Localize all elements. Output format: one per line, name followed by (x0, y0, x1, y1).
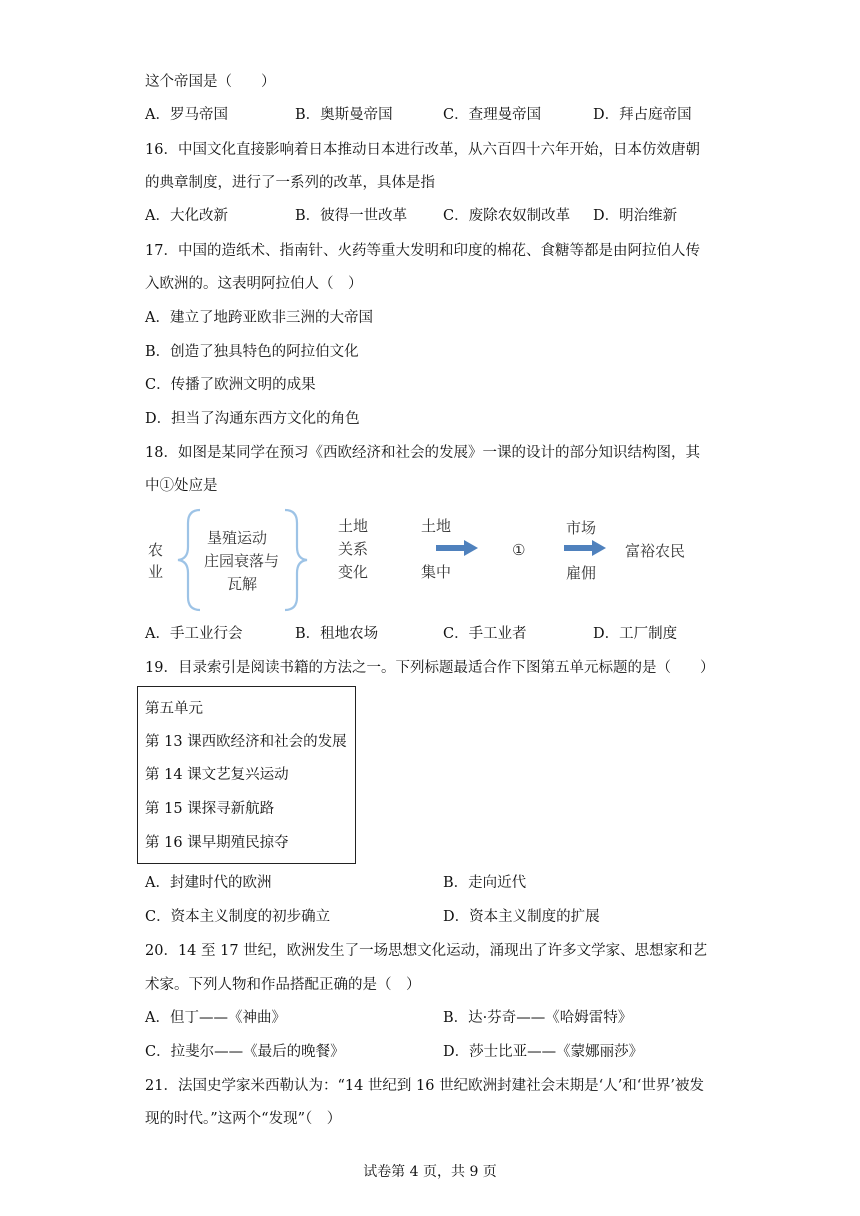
diagram-blank-circle: ① (512, 541, 526, 559)
q16-option-c: C．废除农奴制改革 (443, 208, 571, 224)
q15-option-a: A．罗马帝国 (145, 107, 228, 123)
left-brace (178, 510, 200, 610)
q20-option-b: B．达·芬奇——《哈姆雷特》 (443, 1010, 633, 1026)
arrow-market-hiring (564, 540, 606, 556)
q18-option-c: C．手工业者 (443, 626, 527, 642)
q20-options-row1 (145, 1008, 725, 1028)
diagram-arrow2-bottom: 雇佣 (566, 564, 597, 582)
toc-lesson-13: 第 13 课西欧经济和社会的发展 (145, 734, 347, 750)
diagram-agriculture-2: 业 (148, 563, 164, 581)
q20-option-d: D．莎士比亚——《蒙娜丽莎》 (443, 1044, 644, 1060)
q19-options-row2 (145, 907, 725, 927)
q18-option-a: A．手工业行会 (145, 626, 243, 642)
q19-stem: 19．目录索引是阅读书籍的方法之一。下列标题最适合作下图第五单元标题的是（ ） (145, 660, 715, 676)
q20-stem-line1: 20．14 至 17 世纪，欧洲发生了一场思想文化运动，涌现出了许多文学家、思想家和艺 (145, 943, 708, 959)
diagram-manor-decline: 庄园衰落与 (204, 552, 280, 570)
q18-options (145, 624, 725, 644)
q17-stem-line1: 17．中国的造纸术、指南针、火药等重大发明和印度的棉花、食糖等都是由阿拉伯人传 (145, 243, 700, 259)
diagram-land-2: 关系 (338, 540, 369, 558)
diagram-arrow1-bottom: 集中 (421, 563, 452, 581)
q16-option-b: B．彼得一世改革 (295, 208, 408, 224)
q17-option-a: A．建立了地跨亚欧非三洲的大帝国 (145, 310, 373, 326)
q19-option-b: B．走向近代 (443, 875, 527, 891)
q17-option-c: C．传播了欧洲文明的成果 (145, 377, 316, 393)
q17-option-b: B．创造了独具特色的阿拉伯文化 (145, 344, 359, 360)
q15-option-b: B．奥斯曼帝国 (295, 107, 393, 123)
q15-option-d: D．拜占庭帝国 (593, 107, 692, 123)
q18-option-d: D．工厂制度 (593, 626, 678, 642)
q20-options-row2 (145, 1042, 725, 1062)
toc-lesson-16: 第 16 课早期殖民掠夺 (145, 835, 289, 851)
diagram-land-1: 土地 (338, 517, 369, 535)
arrow-land-concentration (436, 540, 478, 556)
toc-lesson-15: 第 15 课探寻新航路 (145, 801, 275, 817)
q19-option-a: A．封建时代的欧洲 (145, 875, 272, 891)
toc-unit-title: 第五单元 (145, 701, 203, 717)
q17-option-d: D．担当了沟通东西方文化的角色 (145, 411, 360, 427)
q19-option-d: D．资本主义制度的扩展 (443, 909, 600, 925)
q15-stem-tail: 这个帝国是（ ） (145, 74, 276, 90)
q18-stem-line2: 中①处应是 (145, 478, 218, 494)
q15-option-c: C．查理曼帝国 (443, 107, 542, 123)
diagram-arrow2-top: 市场 (566, 519, 597, 537)
diagram-rich-peasants: 富裕农民 (625, 542, 686, 560)
toc-lesson-14: 第 14 课文艺复兴运动 (145, 767, 289, 783)
knowledge-structure-diagram (140, 505, 720, 615)
q16-options (145, 206, 725, 226)
q16-option-a: A．大化改新 (145, 208, 228, 224)
q19-option-c: C．资本主义制度的初步确立 (145, 909, 331, 925)
diagram-disintegration: 瓦解 (227, 575, 258, 593)
q18-stem-line1: 18．如图是某同学在预习《西欧经济和社会的发展》一课的设计的部分知识结构图，其 (145, 445, 700, 461)
diagram-arrow1-top: 土地 (421, 517, 452, 535)
q18-option-b: B．租地农场 (295, 626, 379, 642)
page-footer: 试卷第 4 页，共 9 页 (363, 1164, 497, 1180)
q20-stem-line2: 术家。下列人物和作品搭配正确的是（ ） (145, 977, 421, 993)
diagram-land-3: 变化 (338, 563, 369, 581)
q16-stem-line1: 16．中国文化直接影响着日本推动日本进行改革，从六百四十六年开始，日本仿效唐朝 (145, 142, 700, 158)
q16-stem-line2: 的典章制度，进行了一系列的改革，具体是指 (145, 175, 435, 191)
q15-options (145, 105, 725, 125)
diagram-reclamation: 垦殖运动 (207, 529, 268, 547)
q17-stem-line2: 入欧洲的。这表明阿拉伯人（ ） (145, 276, 363, 292)
diagram-agriculture-1: 农 (148, 541, 164, 559)
q20-option-a: A．但丁——《神曲》 (145, 1010, 286, 1026)
q21-stem-line2: 现的时代。”这两个“发现”（ ） (145, 1111, 342, 1127)
right-brace (285, 510, 307, 610)
q16-option-d: D．明治维新 (593, 208, 678, 224)
q20-option-c: C．拉斐尔——《最后的晚餐》 (145, 1044, 345, 1060)
q21-stem-line1: 21．法国史学家米西勒认为：“14 世纪到 16 世纪欧洲封建社会末期是‘人’和‘世界’被发 (145, 1078, 705, 1094)
q19-options-row1 (145, 873, 725, 893)
